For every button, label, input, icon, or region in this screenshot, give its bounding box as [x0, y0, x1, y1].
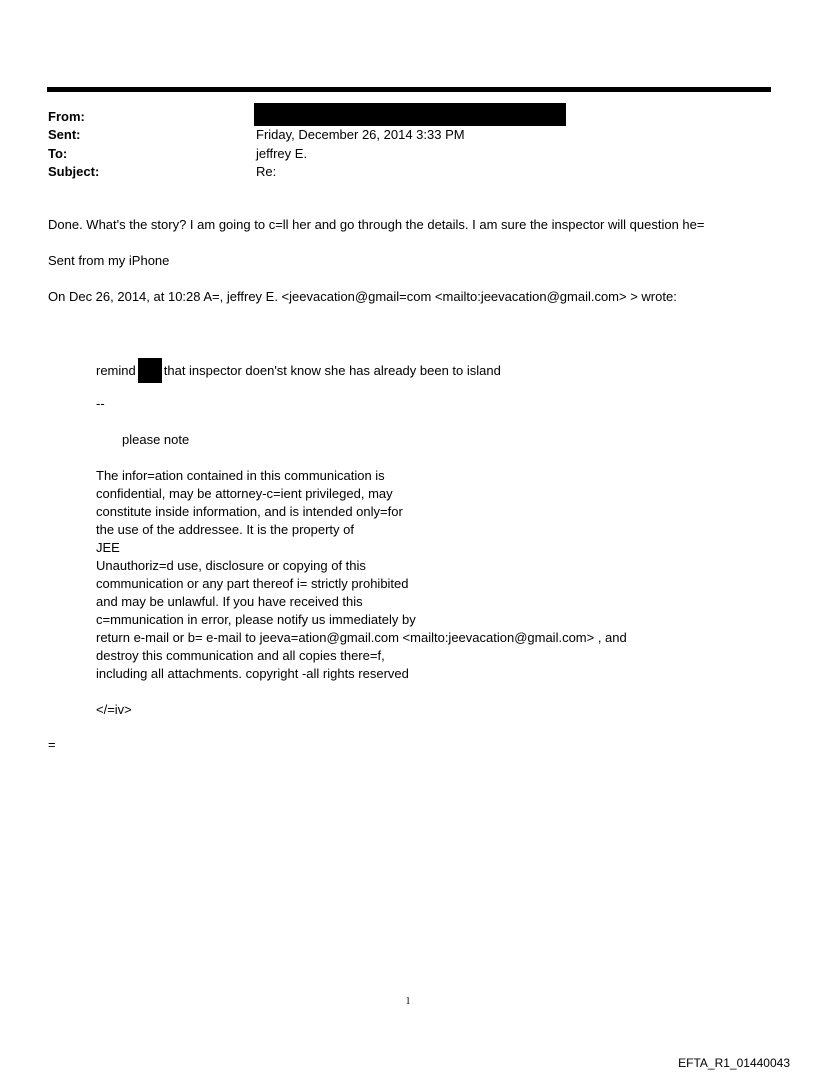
disclaimer-line: and may be unlawful. If you have received this [96, 594, 363, 609]
quote-attribution: On Dec 26, 2014, at 10:28 A=, jeffrey E. <jeevacation@gmail=com <mailto:jeevacation@gmail.com> > wrote: [48, 289, 677, 304]
subject-value: Re: [256, 164, 277, 179]
remind-text-before: remind [96, 362, 136, 378]
redaction-box [254, 103, 566, 126]
from-label: From: [48, 109, 85, 124]
subject-label: Subject: [48, 164, 100, 179]
disclaimer-line: The infor=ation contained in this communication is [96, 468, 385, 483]
please-note-text: please note [122, 432, 190, 447]
disclaimer-line: return e-mail or b= e-mail to jeeva=ation@gmail.com <mailto:jeevacation@gmail.com> , and [96, 630, 627, 645]
disclaimer-line: JEE [96, 540, 120, 555]
disclaimer-line: communication or any part thereof i= strictly prohibited [96, 576, 409, 591]
disclaimer-line: destroy this communication and all copies there=f, [96, 648, 385, 663]
sent-value: Friday, December 26, 2014 3:33 PM [256, 127, 465, 142]
signature-text: Sent from my iPhone [48, 253, 170, 268]
disclaimer-line: including all attachments. copyright -all rights reserved [96, 666, 409, 681]
remind-text-after: that inspector doen'st know she has already been to island [163, 362, 501, 378]
to-label: To: [48, 146, 68, 161]
disclaimer-line: constitute inside information, and is intended only=for [96, 504, 403, 519]
page-number: 1 [405, 996, 411, 1007]
closing-tag: </=iv> [96, 702, 132, 717]
redacted-name-box [138, 358, 162, 383]
sent-label: Sent: [48, 127, 81, 142]
disclaimer-line: c=mmunication in error, please notify us immediately by [96, 612, 416, 627]
header-rule [47, 87, 771, 92]
trailer-char: = [48, 737, 56, 752]
signature-separator: -- [96, 396, 105, 411]
disclaimer-line: Unauthoriz=d use, disclosure or copying of this [96, 558, 366, 573]
remind-line [96, 359, 501, 384]
reply-text: Done. What's the story? I am going to c=ll her and go through the details. I am sure the inspector will question he= [48, 217, 705, 232]
bates-number: EFTA_R1_01440043 [678, 1056, 790, 1070]
disclaimer-line: confidential, may be attorney-c=ient privileged, may [96, 486, 393, 501]
to-value: jeffrey E. [256, 146, 308, 161]
disclaimer-line: the use of the addressee. It is the property of [96, 522, 354, 537]
